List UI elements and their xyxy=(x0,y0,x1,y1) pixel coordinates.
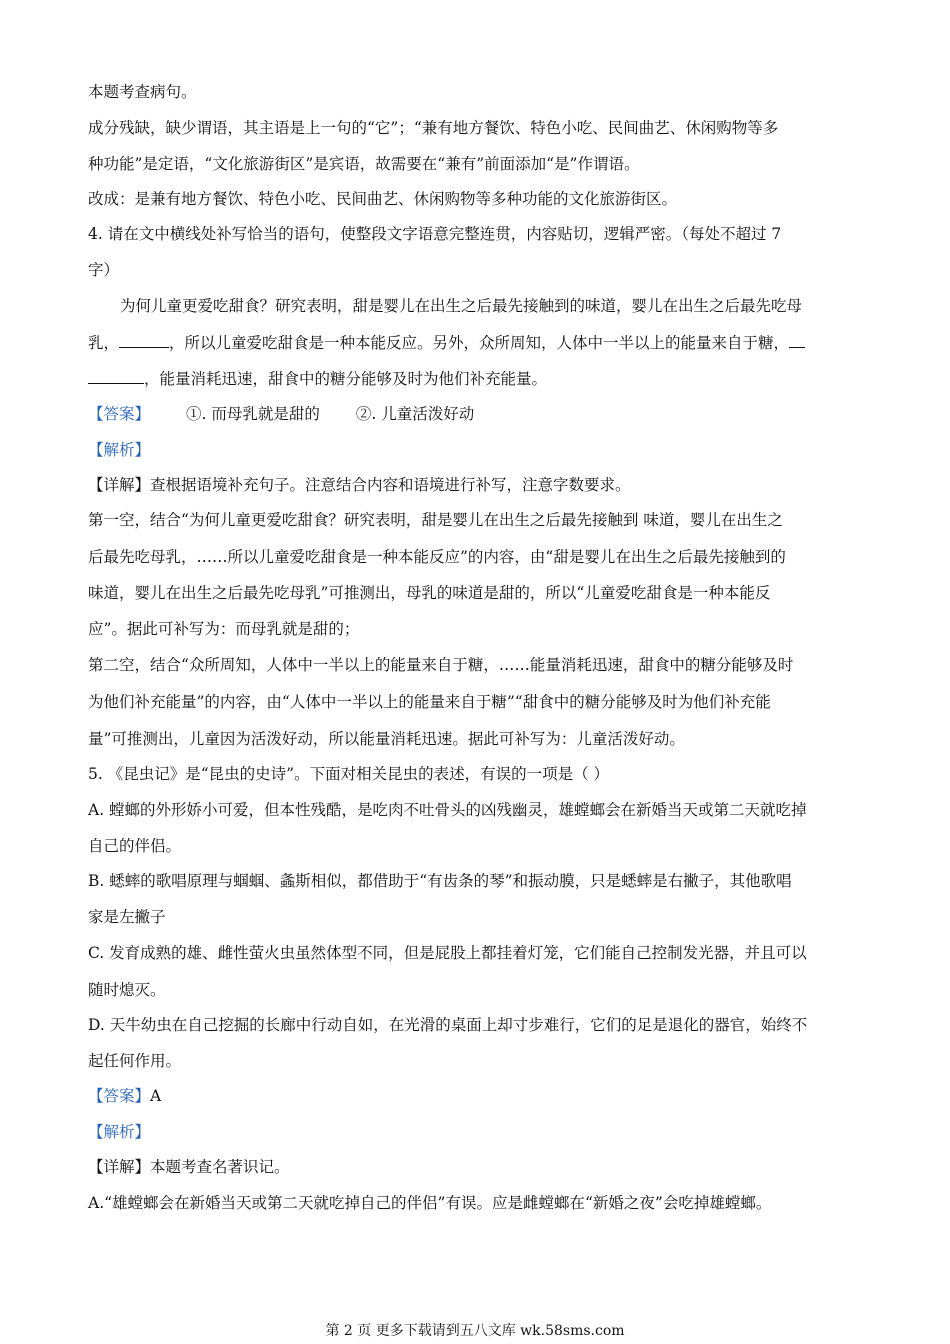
detail-tag: 【详解】 xyxy=(88,476,151,494)
analysis-line xyxy=(88,440,150,460)
option-c: C. 发育成熟的雄、雌性萤火虫虽然体型不同，但是屁股上都挂着灯笼，它们能自己控制发光器，并且可以 xyxy=(88,944,807,962)
option-d: D. 天牛幼虫在自己挖掘的长廊中行动自如，在光滑的桌面上却寸步难行，它们的足是退化的器官，始终不 xyxy=(88,1016,808,1034)
option-a: 自己的伴侣。 xyxy=(88,837,182,855)
text-line: 后最先吃母乳，……所以儿童爱吃甜食是一种本能反应”的内容，由“甜是婴儿在出生之后最先接触到的 xyxy=(88,548,786,566)
option-b: 家是左撇子 xyxy=(88,908,166,926)
text-line: 量”可推测出，儿童因为活泼好动，所以能量消耗迅速。据此可补写为：儿童活泼好动。 xyxy=(88,730,685,748)
passage-fragment: ，能量消耗迅速，甜食中的糖分能够及时为他们补充能量。 xyxy=(144,370,548,388)
option-c: 随时熄灭。 xyxy=(88,981,166,999)
detail-line xyxy=(88,475,631,495)
text-line: 本题考查病句。 xyxy=(88,83,197,101)
fill-blank-2-start xyxy=(789,333,805,348)
analysis-tag: 【解析】 xyxy=(88,441,151,459)
text-line: 种功能”是定语，“文化旅游街区”是宾语，故需要在“兼有”前面添加“是”作谓语。 xyxy=(88,155,640,173)
answer-line xyxy=(88,1086,161,1106)
answer-item-1: ①. 而母乳就是甜的 xyxy=(186,405,320,423)
passage-fragment: 乳， xyxy=(88,334,120,352)
text-line: 应”。据此可补写为：而母乳就是甜的； xyxy=(88,620,360,638)
detail-tag: 【详解】 xyxy=(88,1158,151,1176)
answer-tag: 【答案】 xyxy=(88,405,151,423)
page-footer: 第 2 页 更多下载请到五八文库 wk.58sms.com xyxy=(325,1323,625,1339)
detail-text: 本题考查名著识记。 xyxy=(150,1158,290,1176)
text-line: 字） xyxy=(88,261,120,279)
detail-text: 查根据语境补充句子。注意结合内容和语境进行补写，注意字数要求。 xyxy=(150,476,631,494)
text-line: 第一空，结合“为何儿童更爱吃甜食？研究表明，甜是婴儿在出生之后最先接触到 味道，婴儿在出生之 xyxy=(88,511,783,529)
question-5-stem: 5. 《昆虫记》是“昆虫的史诗”。下面对相关昆虫的表述，有误的一项是（ ） xyxy=(88,765,609,783)
fill-blank-1 xyxy=(119,333,169,348)
option-b: B. 蟋蟀的歌唱原理与蝈蝈、螽斯相似，都借助于“有齿条的琴”和振动膜，只是蟋蟀是右撇子，其他歌唱 xyxy=(88,872,792,890)
answer-tag: 【答案】 xyxy=(88,1087,151,1105)
text-line: 改成：是兼有地方餐饮、特色小吃、民间曲艺、休闲购物等多种功能的文化旅游街区。 xyxy=(88,190,678,208)
passage-line xyxy=(88,369,547,389)
answer-value: A xyxy=(150,1087,162,1105)
passage-line xyxy=(88,333,805,353)
detail-line xyxy=(88,1157,290,1177)
fill-blank-2 xyxy=(88,369,144,384)
answer-item-2: ②. 儿童活泼好动 xyxy=(355,405,475,423)
text-line: 第二空，结合“众所周知，人体中一半以上的能量来自于糖，……能量消耗迅速，甜食中的糖分能够及时 xyxy=(88,656,794,674)
text-line: A.“雄螳螂会在新婚当天或第二天就吃掉自己的伴侣”有误。应是雌螳螂在“新婚之夜”会吃掉雄螳螂。 xyxy=(88,1194,772,1212)
option-a: A. 螳螂的外形娇小可爱，但本性残酷，是吃肉不吐骨头的凶残幽灵，雄螳螂会在新婚当天或第二天就吃掉 xyxy=(88,801,807,819)
passage-fragment: ，所以儿童爱吃甜食是一种本能反应。另外，众所周知，人体中一半以上的能量来自于糖， xyxy=(169,334,790,352)
analysis-tag: 【解析】 xyxy=(88,1123,151,1141)
answer-line xyxy=(88,404,474,424)
analysis-line xyxy=(88,1122,150,1142)
text-line: 为他们补充能量”的内容，由“人体中一半以上的能量来自于糖”“甜食中的糖分能够及时为他们补充能 xyxy=(88,693,771,711)
option-d: 起任何作用。 xyxy=(88,1052,182,1070)
text-line: 成分残缺，缺少谓语，其主语是上一句的“它”；“兼有地方餐饮、特色小吃、民间曲艺、休闲购物等多 xyxy=(88,119,779,137)
passage-line: 为何儿童更爱吃甜食？研究表明，甜是婴儿在出生之后最先接触到的味道，婴儿在出生之后最先吃母 xyxy=(120,297,803,315)
text-line: 味道，婴儿在出生之后最先吃母乳”可推测出，母乳的味道是甜的，所以“儿童爱吃甜食是一种本能反 xyxy=(88,584,771,602)
question-4-stem: 4. 请在文中横线处补写恰当的语句，使整段文字语意完整连贯，内容贴切，逻辑严密。（每处不超过 7 xyxy=(88,225,782,243)
